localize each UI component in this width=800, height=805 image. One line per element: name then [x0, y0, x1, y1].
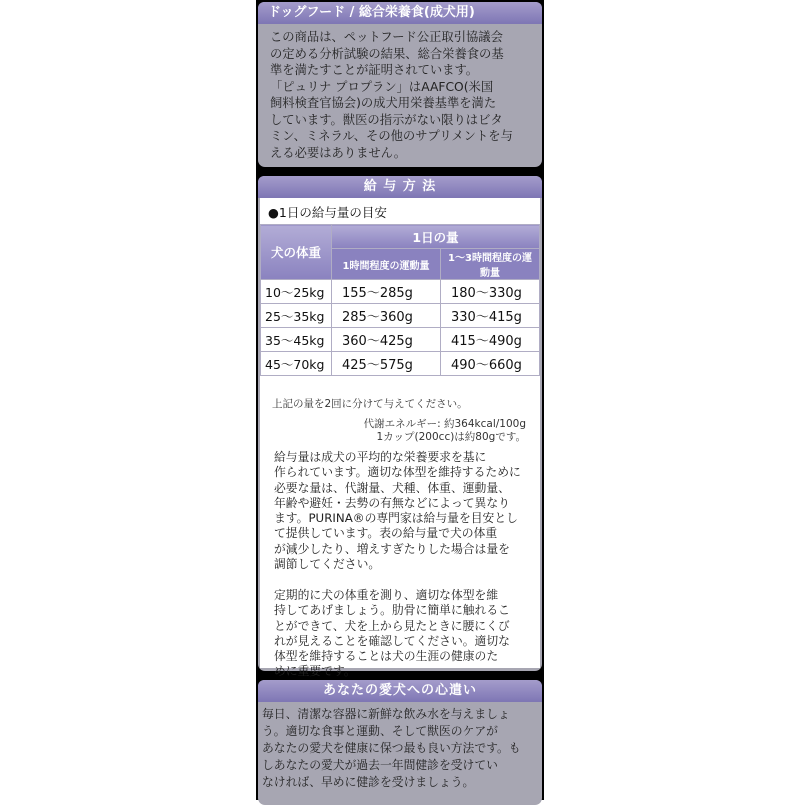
- amount-1-3h-cell: 330〜415g: [441, 304, 540, 328]
- feeding-section: [258, 176, 542, 679]
- amount-1h-cell: 285〜360g: [332, 304, 441, 328]
- weight-cell: 10〜25kg: [261, 280, 332, 304]
- care-title: あなたの愛犬への心遣い: [258, 680, 542, 702]
- table-row: [261, 352, 540, 376]
- care-text: 毎日、清潔な容器に新鮮な飲み水を与えましょ う。適切な食事と運動、そして獣医のケアが あなたの愛犬を健康に保つ最も良い方法です。も しあなたの愛犬が過去一年間健診を受けてい なければ、早めに健診を受けましょう。: [262, 707, 521, 789]
- energy-note: 代謝エネルギー: 約364kcal/100g: [363, 418, 526, 430]
- header-weight: 犬の体重: [261, 225, 332, 280]
- split-note: 上記の量を2回に分けて与えてください。: [272, 398, 468, 410]
- cup-note: 1カップ(200cc)は約80gです。: [376, 431, 526, 443]
- feeding-table: [260, 224, 540, 376]
- feeding-content: [260, 198, 540, 679]
- weight-cell: 25〜35kg: [261, 304, 332, 328]
- table-row: [261, 304, 540, 328]
- daily-amount-subtitle: ●1日の給与量の目安: [268, 205, 387, 220]
- amount-1-3h-cell: 490〜660g: [441, 352, 540, 376]
- amount-1-3h-cell: 180〜330g: [441, 280, 540, 304]
- weight-cell: 45〜70kg: [261, 352, 332, 376]
- body-condition-text: 定期的に犬の体重を測り、適切な体型を維 持してあげましょう。肋骨に簡単に触れるこ とができて、犬を上から見たときに腰にくび れが見えることを確認してください。適切な 体型を維持することは犬の生涯の健康のた めに重要です。: [274, 588, 510, 679]
- amount-1h-cell: 155〜285g: [332, 280, 441, 304]
- table-row: [261, 328, 540, 352]
- header-exercise-1h: 1時間程度の運動量: [332, 249, 441, 280]
- complete-nutrition-title: ドッグフード / 総合栄養食(成犬用): [258, 2, 542, 24]
- complete-nutrition-text: この商品は、ペットフード公正取引協議会 の定める分析試験の結果、総合栄養食の基 準を満たすことが証明されています。 「ピュリナ プロプラン」はAAFCO(米国 飼料検査官協会)の成犬用栄養基準を満た しています。獣医の指示がない限りはビタ ミン、ミネラル、その他のサプリメントを与 える必要はありません。: [270, 30, 513, 160]
- header-daily-amount: 1日の量: [332, 225, 540, 249]
- complete-nutrition-section: [258, 2, 542, 167]
- weight-cell: 35〜45kg: [261, 328, 332, 352]
- feeding-guidance-text: 給与量は成犬の平均的な栄養要求を基に 作られています。適切な体型を維持するために 必要な量は、代謝量、犬種、体重、運動量、 年齢や避妊・去勢の有無などによって異なり ます。PURINA®の専門家は給与量を目安とし て提供しています。表の給与量で犬の体重 が減少したり、増えすぎたりした場合は量を 調節してください。: [274, 450, 521, 572]
- care-section: [258, 680, 542, 805]
- amount-1-3h-cell: 415〜490g: [441, 328, 540, 352]
- amount-1h-cell: 425〜575g: [332, 352, 441, 376]
- table-row: [261, 280, 540, 304]
- header-exercise-1-3h: 1〜3時間程度の運動量: [441, 249, 540, 280]
- amount-1h-cell: 360〜425g: [332, 328, 441, 352]
- feeding-title: 給 与 方 法: [258, 176, 542, 198]
